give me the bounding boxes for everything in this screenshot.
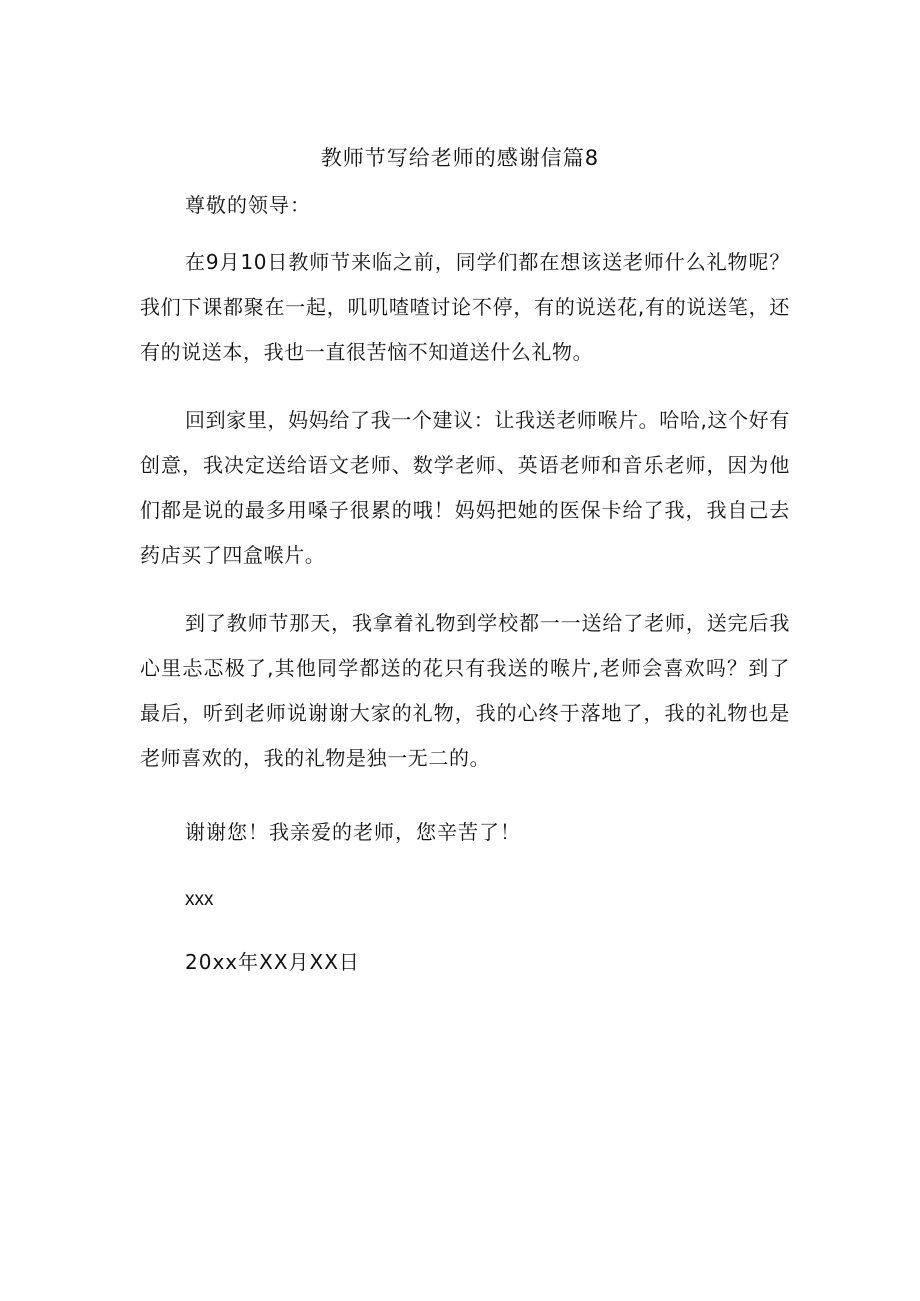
page-title: 教师节写给老师的感谢信篇8 — [320, 146, 600, 170]
paragraph: 到了教师节那天，我拿着礼物到学校都一一送给了老师，送完后我心里忐忑极了,其他同学都送的花只有我送的喉片,老师会喜欢吗？到了最后，听到老师说谢谢大家的礼物，我的心终于落地了，我的礼物也是老师喜欢的，我的礼物是独一无二的。 — [140, 611, 790, 770]
closing-line: 谢谢您！我亲爱的老师，您辛苦了！ — [185, 820, 521, 844]
paragraph: 回到家里，妈妈给了我一个建议：让我送老师喉片。哈哈,这个好有创意，我决定送给语文老师、数学老师、英语老师和音乐老师，因为他们都是说的最多用嗓子很累的哦！妈妈把她的医保卡给了我，我自己去药店买了四盒喉片。 — [140, 408, 790, 567]
salutation: 尊敬的领导： — [185, 193, 311, 217]
signature: xxx — [185, 889, 214, 910]
letter-date: 20xx年XX月XX日 — [185, 950, 360, 974]
paragraph: 在9月10日教师节来临之前，同学们都在想该送老师什么礼物呢？我们下课都聚在一起，叽叽喳喳讨论不停，有的说送花,有的说送笔，还有的说送本，我也一直很苦恼不知道送什么礼物。 — [140, 250, 790, 364]
